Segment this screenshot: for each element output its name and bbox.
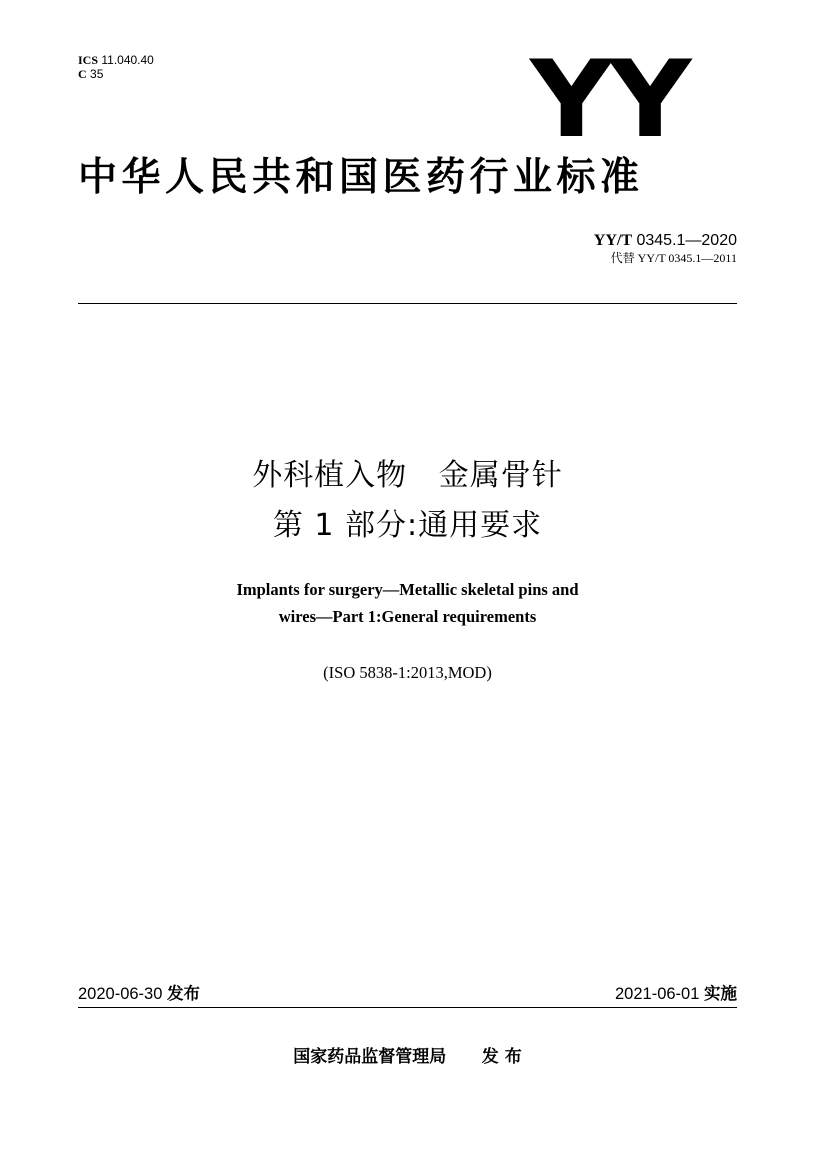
standard-category-title: 中华人民共和国医药行业标准 <box>78 155 644 200</box>
chinese-title-line-2: 第 1 部分:通用要求 <box>272 508 543 543</box>
issuer-action: 发 布 <box>481 1047 522 1067</box>
standard-number-value: 0345.1—2020 <box>636 232 737 249</box>
ics-value: 11.040.40 <box>101 53 154 67</box>
issuing-authority <box>0 1046 815 1068</box>
chinese-title-line-1: 外科植入物 金属骨针 <box>252 458 563 493</box>
standard-number <box>594 232 737 250</box>
classification-codes <box>78 53 154 81</box>
implementation-date-label: 实施 <box>704 984 737 1003</box>
ccs-value: 35 <box>90 67 104 81</box>
implementation-date <box>615 984 737 1004</box>
ccs-label: C <box>78 67 87 81</box>
adoption-note: (ISO 5838-1:2013,MOD) <box>323 663 492 682</box>
ics-label: ICS <box>78 53 99 67</box>
issue-date-label: 发布 <box>167 984 200 1003</box>
standard-mark-logo: YY <box>530 38 688 161</box>
issuer-name: 国家药品监督管理局 <box>293 1047 447 1067</box>
issue-date-value: 2020-06-30 <box>78 985 163 1003</box>
replaces-standard: 代替 YY/T 0345.1—2011 <box>610 251 737 265</box>
implementation-date-value: 2021-06-01 <box>615 985 700 1003</box>
standard-number-prefix: YY/T <box>593 232 633 249</box>
ccs-code <box>78 67 154 81</box>
english-title-line-1: Implants for surgery—Metallic skeletal pins and <box>236 580 579 599</box>
english-title-line-2: wires—Part 1:General requirements <box>278 607 537 626</box>
issue-date <box>78 984 200 1004</box>
header-divider <box>78 303 737 304</box>
ics-code <box>78 53 154 67</box>
footer-divider <box>78 1007 737 1008</box>
